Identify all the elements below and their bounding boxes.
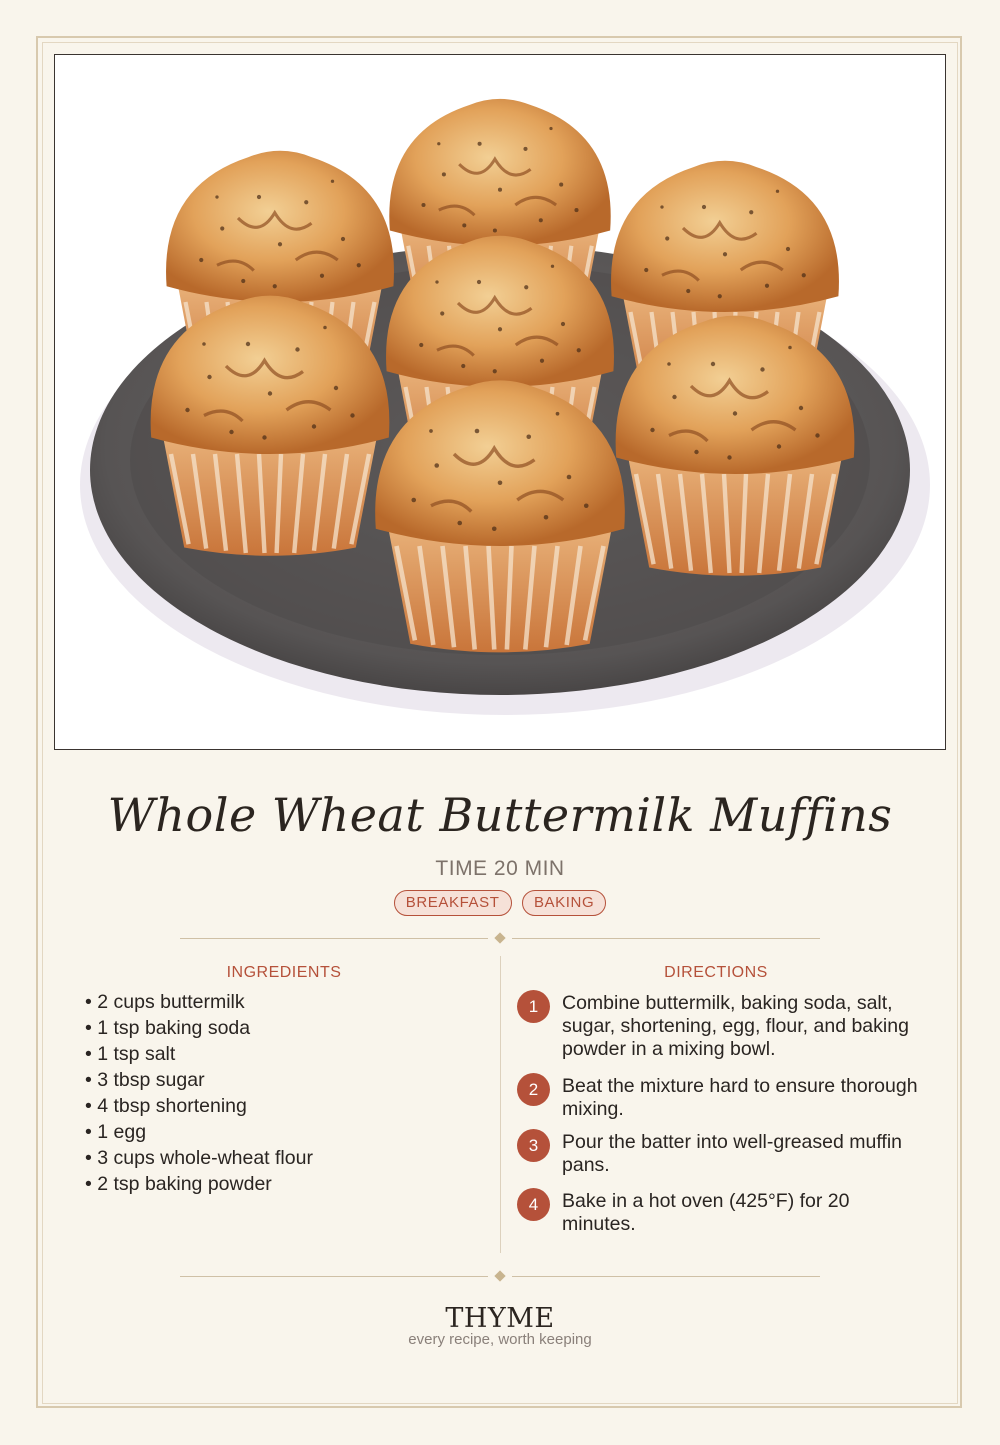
ingredients-heading: INGREDIENTS [226, 964, 342, 981]
ingredient-item: • 1 egg [85, 1119, 313, 1145]
brand-tagline: every recipe, worth keeping [408, 1331, 592, 1348]
ingredient-item: • 2 tsp baking powder [85, 1171, 313, 1197]
ingredient-item: • 3 cups whole-wheat flour [85, 1145, 313, 1171]
tag-breakfast[interactable]: BREAKFAST [394, 890, 512, 916]
recipe-title: Whole Wheat Buttermilk Muffins [107, 788, 893, 842]
recipe-photo [54, 54, 946, 750]
column-divider [500, 956, 501, 1253]
diamond-ornament-icon [494, 932, 505, 943]
brand-logo: THYME [445, 1303, 555, 1334]
tag-baking[interactable]: BAKING [522, 890, 606, 916]
step-number-badge: 4 [517, 1188, 550, 1221]
ingredient-item: • 4 tbsp shortening [85, 1093, 313, 1119]
step-number-badge: 3 [517, 1129, 550, 1162]
ingredient-item: • 1 tsp salt [85, 1041, 313, 1067]
section-divider-top [180, 933, 820, 945]
ingredient-item: • 1 tsp baking soda [85, 1015, 313, 1041]
diamond-ornament-icon [494, 1270, 505, 1281]
ingredient-item: • 3 tbsp sugar [85, 1067, 313, 1093]
step-text: Bake in a hot oven (425°F) for 20 minutes. [562, 1190, 850, 1235]
recipe-time: TIME 20 MIN [435, 857, 565, 880]
step-text: Beat the mixture hard to ensure thorough mixing. [562, 1075, 918, 1120]
ingredients-list [85, 989, 313, 1197]
step-number-badge: 2 [517, 1073, 550, 1106]
directions-heading: DIRECTIONS [664, 964, 768, 981]
step-text: Combine buttermilk, baking soda, salt, sugar, shortening, egg, flour, and baking powder in a mixing bowl. [562, 992, 909, 1060]
step-text: Pour the batter into well-greased muffin pans. [562, 1131, 902, 1176]
tag-list [0, 890, 1000, 916]
step-number-badge: 1 [517, 990, 550, 1023]
section-divider-bottom [180, 1271, 820, 1283]
ingredient-item: • 2 cups buttermilk [85, 989, 313, 1015]
muffin-illustration [55, 55, 945, 749]
